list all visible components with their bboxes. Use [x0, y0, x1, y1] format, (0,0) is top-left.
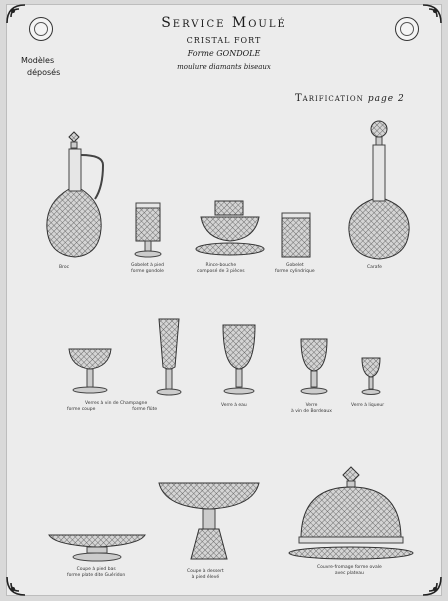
caption-verre-bordeaux: Verre à vin de Bordeaux [291, 403, 332, 414]
pitcher-illustration [37, 129, 107, 261]
cheese-dome-illustration [285, 463, 417, 563]
liqueur-glass-illustration [359, 355, 383, 397]
ornament-corner-icon [5, 575, 27, 597]
form-line: Forme GONDOLE [187, 49, 261, 58]
caption-couvre-fromage: Couvre-fromage forme ovale avec plateau [317, 565, 382, 576]
caption-coupe-dessert: Coupe à dessert à pied élevé [187, 569, 224, 580]
champagne-flute-illustration [155, 315, 183, 397]
side-note-line: Modèles [21, 56, 55, 65]
side-note-line: déposés [27, 68, 61, 77]
champagne-coupe-illustration [67, 345, 113, 395]
pricing-page: page 2 [367, 94, 405, 104]
caption-verres-champagne: Verres à vin de Champagne forme coupe forme flûte [67, 401, 158, 412]
dessert-compote-illustration [157, 479, 261, 565]
low-footed-dish-illustration [47, 531, 147, 563]
catalog-page [6, 4, 442, 596]
caption-rince-bouche: Rince-bouche composé de 3 pièces [197, 263, 245, 274]
caption-carafe: Carafe [367, 265, 382, 270]
mouth-rinser-illustration [193, 199, 267, 259]
carafe-illustration [343, 119, 415, 261]
bordeaux-glass-illustration [297, 335, 331, 397]
caption-verre-eau: Verre à eau [221, 403, 247, 408]
ornament-line: moulure diamants biseaux [177, 63, 271, 71]
caption-verre-liqueur: Verre à liqueur [351, 403, 385, 408]
cylindrical-tumbler-illustration [279, 211, 313, 259]
ornament-corner-icon [421, 575, 443, 597]
pricing-text: Tarification [295, 93, 364, 104]
caption-coupe-pied-bas: Coupe à pied bas forme plate dite Guéridon [67, 567, 126, 578]
water-glass-illustration [219, 321, 259, 397]
caption-gobelet-pied: Gobelet à pied forme gondole [131, 263, 164, 274]
caption-broc: Broc [59, 265, 70, 270]
pricing-label [295, 93, 405, 104]
page-title: Service Moulé [161, 15, 287, 31]
caption-gobelet-cylindrique: Gobelet forme cylindrique [275, 263, 315, 274]
side-note [21, 55, 60, 79]
subtitle: CRISTAL FORT [186, 36, 262, 45]
footed-tumbler-illustration [133, 201, 163, 259]
